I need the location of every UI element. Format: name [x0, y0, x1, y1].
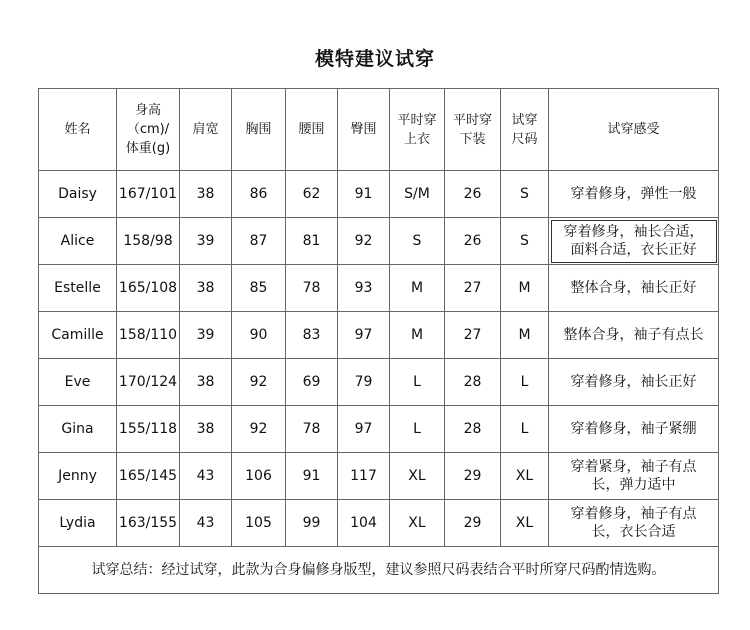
header-hip: 臀围 [338, 89, 390, 171]
hip: 92 [338, 218, 390, 265]
shoulder: 38 [180, 171, 232, 218]
waist: 78 [286, 406, 338, 453]
usual-bottom-size: 26 [445, 171, 501, 218]
usual-bottom-size: 26 [445, 218, 501, 265]
fit-feel: 穿着修身，袖子紧绷 [549, 406, 719, 453]
model-name: Daisy [39, 171, 117, 218]
summary-row [39, 547, 719, 594]
height-weight: 167/101 [117, 171, 180, 218]
chest: 85 [232, 265, 286, 312]
fitting-summary: 试穿总结：经过试穿，此款为合身偏修身版型，建议参照尺码表结合平时所穿尺码酌情选购。 [39, 547, 719, 594]
model-name: Jenny [39, 453, 117, 500]
hip: 91 [338, 171, 390, 218]
chest: 90 [232, 312, 286, 359]
try-size: M [501, 265, 549, 312]
height-weight: 165/145 [117, 453, 180, 500]
usual-top-size: L [390, 359, 445, 406]
chest: 87 [232, 218, 286, 265]
header-row [39, 89, 719, 171]
header-shoulder: 肩宽 [180, 89, 232, 171]
height-weight: 170/124 [117, 359, 180, 406]
fit-feel: 整体合身，袖长正好 [549, 265, 719, 312]
chest: 105 [232, 500, 286, 547]
fit-feel: 穿着修身，袖子有点 长，衣长合适 [549, 500, 719, 547]
waist: 81 [286, 218, 338, 265]
height-weight: 155/118 [117, 406, 180, 453]
usual-top-size: M [390, 265, 445, 312]
shoulder: 38 [180, 406, 232, 453]
chest: 92 [232, 359, 286, 406]
shoulder: 38 [180, 265, 232, 312]
try-size: S [501, 218, 549, 265]
height-weight: 165/108 [117, 265, 180, 312]
waist: 78 [286, 265, 338, 312]
hip: 93 [338, 265, 390, 312]
table-row [39, 453, 719, 500]
table-row [39, 406, 719, 453]
header-usual-top: 平时穿 上衣 [390, 89, 445, 171]
model-name: Estelle [39, 265, 117, 312]
header-name: 姓名 [39, 89, 117, 171]
height-weight: 158/98 [117, 218, 180, 265]
usual-top-size: XL [390, 453, 445, 500]
model-name: Alice [39, 218, 117, 265]
try-size: L [501, 359, 549, 406]
height-weight: 163/155 [117, 500, 180, 547]
model-name: Lydia [39, 500, 117, 547]
usual-top-size: L [390, 406, 445, 453]
try-size: M [501, 312, 549, 359]
usual-top-size: S [390, 218, 445, 265]
fit-feel: 穿着修身，袖长合适， 面料合适，衣长正好 [549, 218, 719, 265]
model-name: Camille [39, 312, 117, 359]
usual-bottom-size: 29 [445, 500, 501, 547]
fit-feel: 穿着修身，袖长正好 [549, 359, 719, 406]
fit-feel: 穿着修身，弹性一般 [549, 171, 719, 218]
header-usual-bottom: 平时穿 下装 [445, 89, 501, 171]
shoulder: 38 [180, 359, 232, 406]
shoulder: 39 [180, 218, 232, 265]
hip: 117 [338, 453, 390, 500]
usual-bottom-size: 27 [445, 265, 501, 312]
shoulder: 43 [180, 453, 232, 500]
header-feel: 试穿感受 [549, 89, 719, 171]
chest: 86 [232, 171, 286, 218]
table-row [39, 218, 719, 265]
fit-feel: 穿着紧身，袖子有点 长，弹力适中 [549, 453, 719, 500]
usual-top-size: XL [390, 500, 445, 547]
model-name: Eve [39, 359, 117, 406]
waist: 62 [286, 171, 338, 218]
try-size: S [501, 171, 549, 218]
hip: 104 [338, 500, 390, 547]
shoulder: 39 [180, 312, 232, 359]
waist: 91 [286, 453, 338, 500]
fit-feel: 整体合身，袖子有点长 [549, 312, 719, 359]
model-name: Gina [39, 406, 117, 453]
waist: 83 [286, 312, 338, 359]
header-waist: 腰围 [286, 89, 338, 171]
table-row [39, 171, 719, 218]
usual-top-size: M [390, 312, 445, 359]
header-chest: 胸围 [232, 89, 286, 171]
waist: 69 [286, 359, 338, 406]
try-size: XL [501, 500, 549, 547]
waist: 99 [286, 500, 338, 547]
header-height-weight: 身高 （cm)/ 体重(g) [117, 89, 180, 171]
hip: 97 [338, 406, 390, 453]
usual-bottom-size: 28 [445, 359, 501, 406]
try-size: XL [501, 453, 549, 500]
table-row [39, 312, 719, 359]
usual-bottom-size: 27 [445, 312, 501, 359]
shoulder: 43 [180, 500, 232, 547]
chest: 106 [232, 453, 286, 500]
hip: 97 [338, 312, 390, 359]
usual-bottom-size: 29 [445, 453, 501, 500]
usual-bottom-size: 28 [445, 406, 501, 453]
hip: 79 [338, 359, 390, 406]
table-row [39, 500, 719, 547]
table-row [39, 359, 719, 406]
try-size: L [501, 406, 549, 453]
height-weight: 158/110 [117, 312, 180, 359]
chest: 92 [232, 406, 286, 453]
usual-top-size: S/M [390, 171, 445, 218]
header-try-size: 试穿 尺码 [501, 89, 549, 171]
table-row [39, 265, 719, 312]
fitting-table [38, 88, 719, 594]
page-title: 模特建议试穿 [314, 48, 435, 70]
